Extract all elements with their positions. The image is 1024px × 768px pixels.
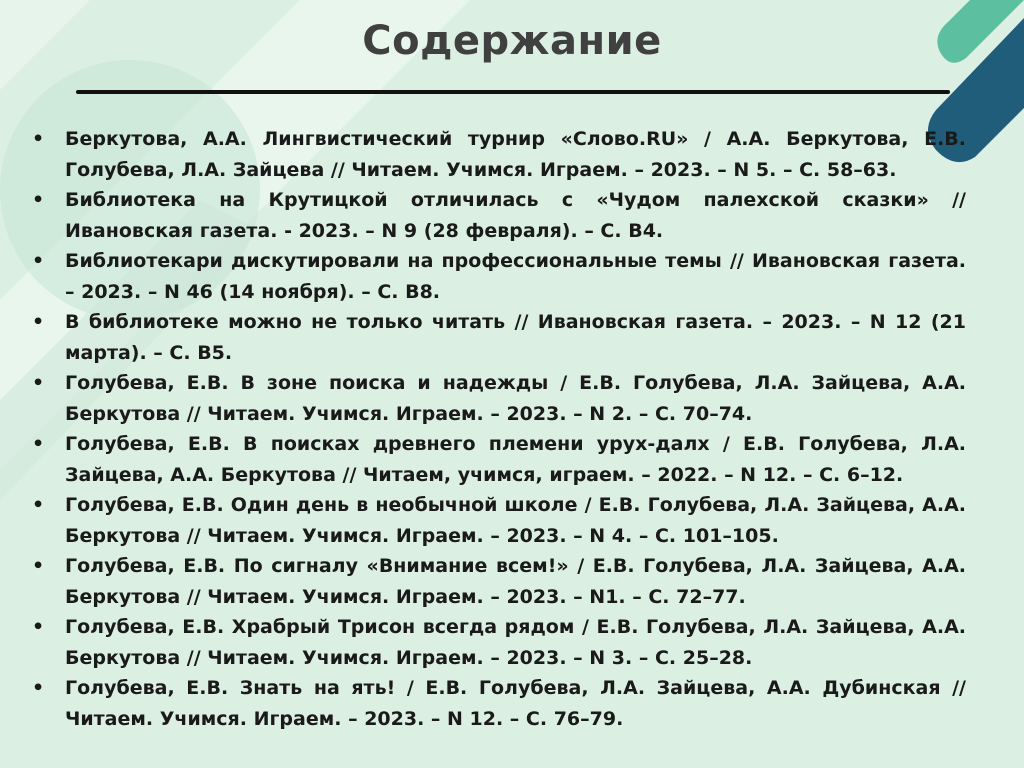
list-item — [30, 673, 966, 734]
bullet-icon: • — [32, 555, 45, 577]
bullet-icon: • — [32, 189, 45, 211]
list-item — [30, 429, 966, 490]
title-underline — [76, 90, 950, 94]
reference-list — [30, 124, 966, 734]
bullet-icon: • — [32, 677, 45, 699]
list-item — [30, 124, 966, 185]
list-item — [30, 612, 966, 673]
list-item — [30, 551, 966, 612]
reference-text: Голубева, Е.В. В поисках древнего племени урух-далх / Е.В. Голубева, Л.А. Зайцева, А.А. Беркутова // Читаем, учимся, играем. – 2022. – N 12. – С. 6–12. — [65, 433, 966, 486]
list-item — [30, 246, 966, 307]
bullet-icon: • — [32, 372, 45, 394]
bullet-icon: • — [32, 494, 45, 516]
list-item — [30, 307, 966, 368]
list-item — [30, 490, 966, 551]
reference-text: Библиотекари дискутировали на профессиональные темы // Ивановская газета. – 2023. – N 46 (14 ноября). – С. В8. — [65, 250, 966, 303]
reference-text: Голубева, Е.В. Один день в необычной школе / Е.В. Голубева, Л.А. Зайцева, А.А. Беркутова // Читаем. Учимся. Играем. – 2023. – N 4. – С. 101–105. — [65, 494, 966, 547]
reference-text: Беркутова, А.А. Лингвистический турнир «Слово.RU» / А.А. Беркутова, Е.В. Голубева, Л.А. Зайцева // Читаем. Учимся. Играем. – 2023. – N 5. – С. 58–63. — [65, 128, 966, 181]
list-item — [30, 368, 966, 429]
reference-text: Голубева, Е.В. По сигналу «Внимание всем!» / Е.В. Голубева, Л.А. Зайцева, А.А. Беркутова // Читаем. Учимся. Играем. – 2023. – N1. – С. 72–77. — [65, 555, 966, 608]
reference-text: В библиотеке можно не только читать // Ивановская газета. – 2023. – N 12 (21 марта). – С. В5. — [65, 311, 966, 364]
reference-text: Голубева, Е.В. Храбрый Трисон всегда рядом / Е.В. Голубева, Л.А. Зайцева, А.А. Беркутова // Читаем. Учимся. Играем. – 2023. – N 3. – С. 25–28. — [65, 616, 966, 669]
list-item — [30, 185, 966, 246]
bullet-icon: • — [32, 616, 45, 638]
bullet-icon: • — [32, 433, 45, 455]
reference-text: Голубева, Е.В. Знать на ять! / Е.В. Голубева, Л.А. Зайцева, А.А. Дубинская // Читаем. Учимся. Играем. – 2023. – N 12. – С. 76–79. — [65, 677, 966, 730]
bullet-icon: • — [32, 311, 45, 333]
reference-text: Библиотека на Крутицкой отличилась с «Чудом палехской сказки» // Ивановская газета. - 2023. – N 9 (28 февраля). – С. В4. — [65, 189, 966, 242]
bullet-icon: • — [32, 250, 45, 272]
page-title: Содержание — [362, 18, 662, 64]
reference-text: Голубева, Е.В. В зоне поиска и надежды / Е.В. Голубева, Л.А. Зайцева, А.А. Беркутова // Читаем. Учимся. Играем. – 2023. – N 2. – С. 70–74. — [65, 372, 966, 425]
bullet-icon: • — [32, 128, 45, 150]
